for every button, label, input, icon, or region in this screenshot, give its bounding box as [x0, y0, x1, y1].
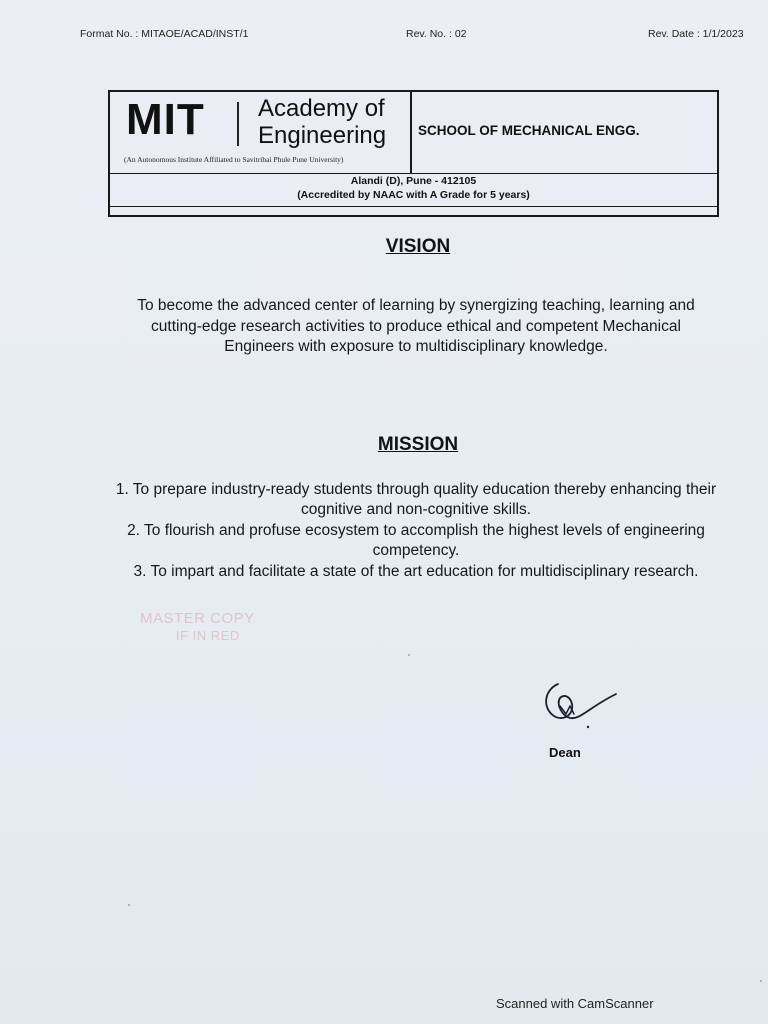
stamp-line1: MASTER COPY — [140, 610, 255, 627]
dean-signature — [530, 676, 630, 736]
scan-speck — [128, 904, 130, 906]
scan-speck — [408, 654, 410, 656]
institute-name — [258, 95, 386, 149]
mission-heading: MISSION — [377, 434, 459, 455]
address-block — [110, 174, 717, 202]
school-name: SCHOOL OF MECHANICAL ENGG. — [418, 123, 640, 138]
mission-item: 3. To impart and facilitate a state of the art education for multidisciplinary research. — [133, 563, 699, 580]
letterhead-bottom-rule — [110, 206, 717, 207]
institute-name-line2: Engineering — [258, 122, 387, 149]
mission-item: 2. To flourish and profuse ecosystem to accomplish the highest levels of engineering competency. — [127, 522, 705, 559]
scanner-watermark: Scanned with CamScanner — [496, 996, 654, 1011]
institute-logo: MIT — [126, 95, 205, 144]
vision-statement: To become the advanced center of learning by synergizing teaching, learning and cutting-edge research activities to produce ethical and competent Mechanical Engineers with exposure to multidisciplinary knowledge. — [137, 297, 695, 355]
institute-name-line1: Academy of — [258, 95, 385, 122]
letterhead-divider — [410, 92, 412, 173]
accreditation-line: (Accredited by NAAC with A Grade for 5 years) — [297, 189, 530, 201]
letterhead-box — [108, 90, 719, 217]
revision-date: Rev. Date : 1/1/2023 — [648, 28, 744, 40]
mission-list — [110, 480, 722, 583]
mission-item: 1. To prepare industry-ready students through quality education thereby enhancing their cognitive and non-cognitive skills. — [115, 481, 717, 518]
vision-heading: VISION — [385, 236, 451, 257]
logo-separator — [237, 102, 239, 146]
scan-speck — [760, 980, 762, 982]
institute-tagline: (An Autonomous Institute Affiliated to Savitribai Phule Pune University) — [124, 155, 344, 164]
stamp-line2: IF IN RED — [176, 628, 240, 643]
format-number: Format No. : MITAOE/ACAD/INST/1 — [80, 28, 249, 40]
signatory-title: Dean — [549, 745, 581, 760]
revision-number: Rev. No. : 02 — [406, 28, 467, 40]
address-line: Alandi (D), Pune - 412105 — [350, 175, 477, 187]
master-copy-stamp — [140, 610, 255, 644]
